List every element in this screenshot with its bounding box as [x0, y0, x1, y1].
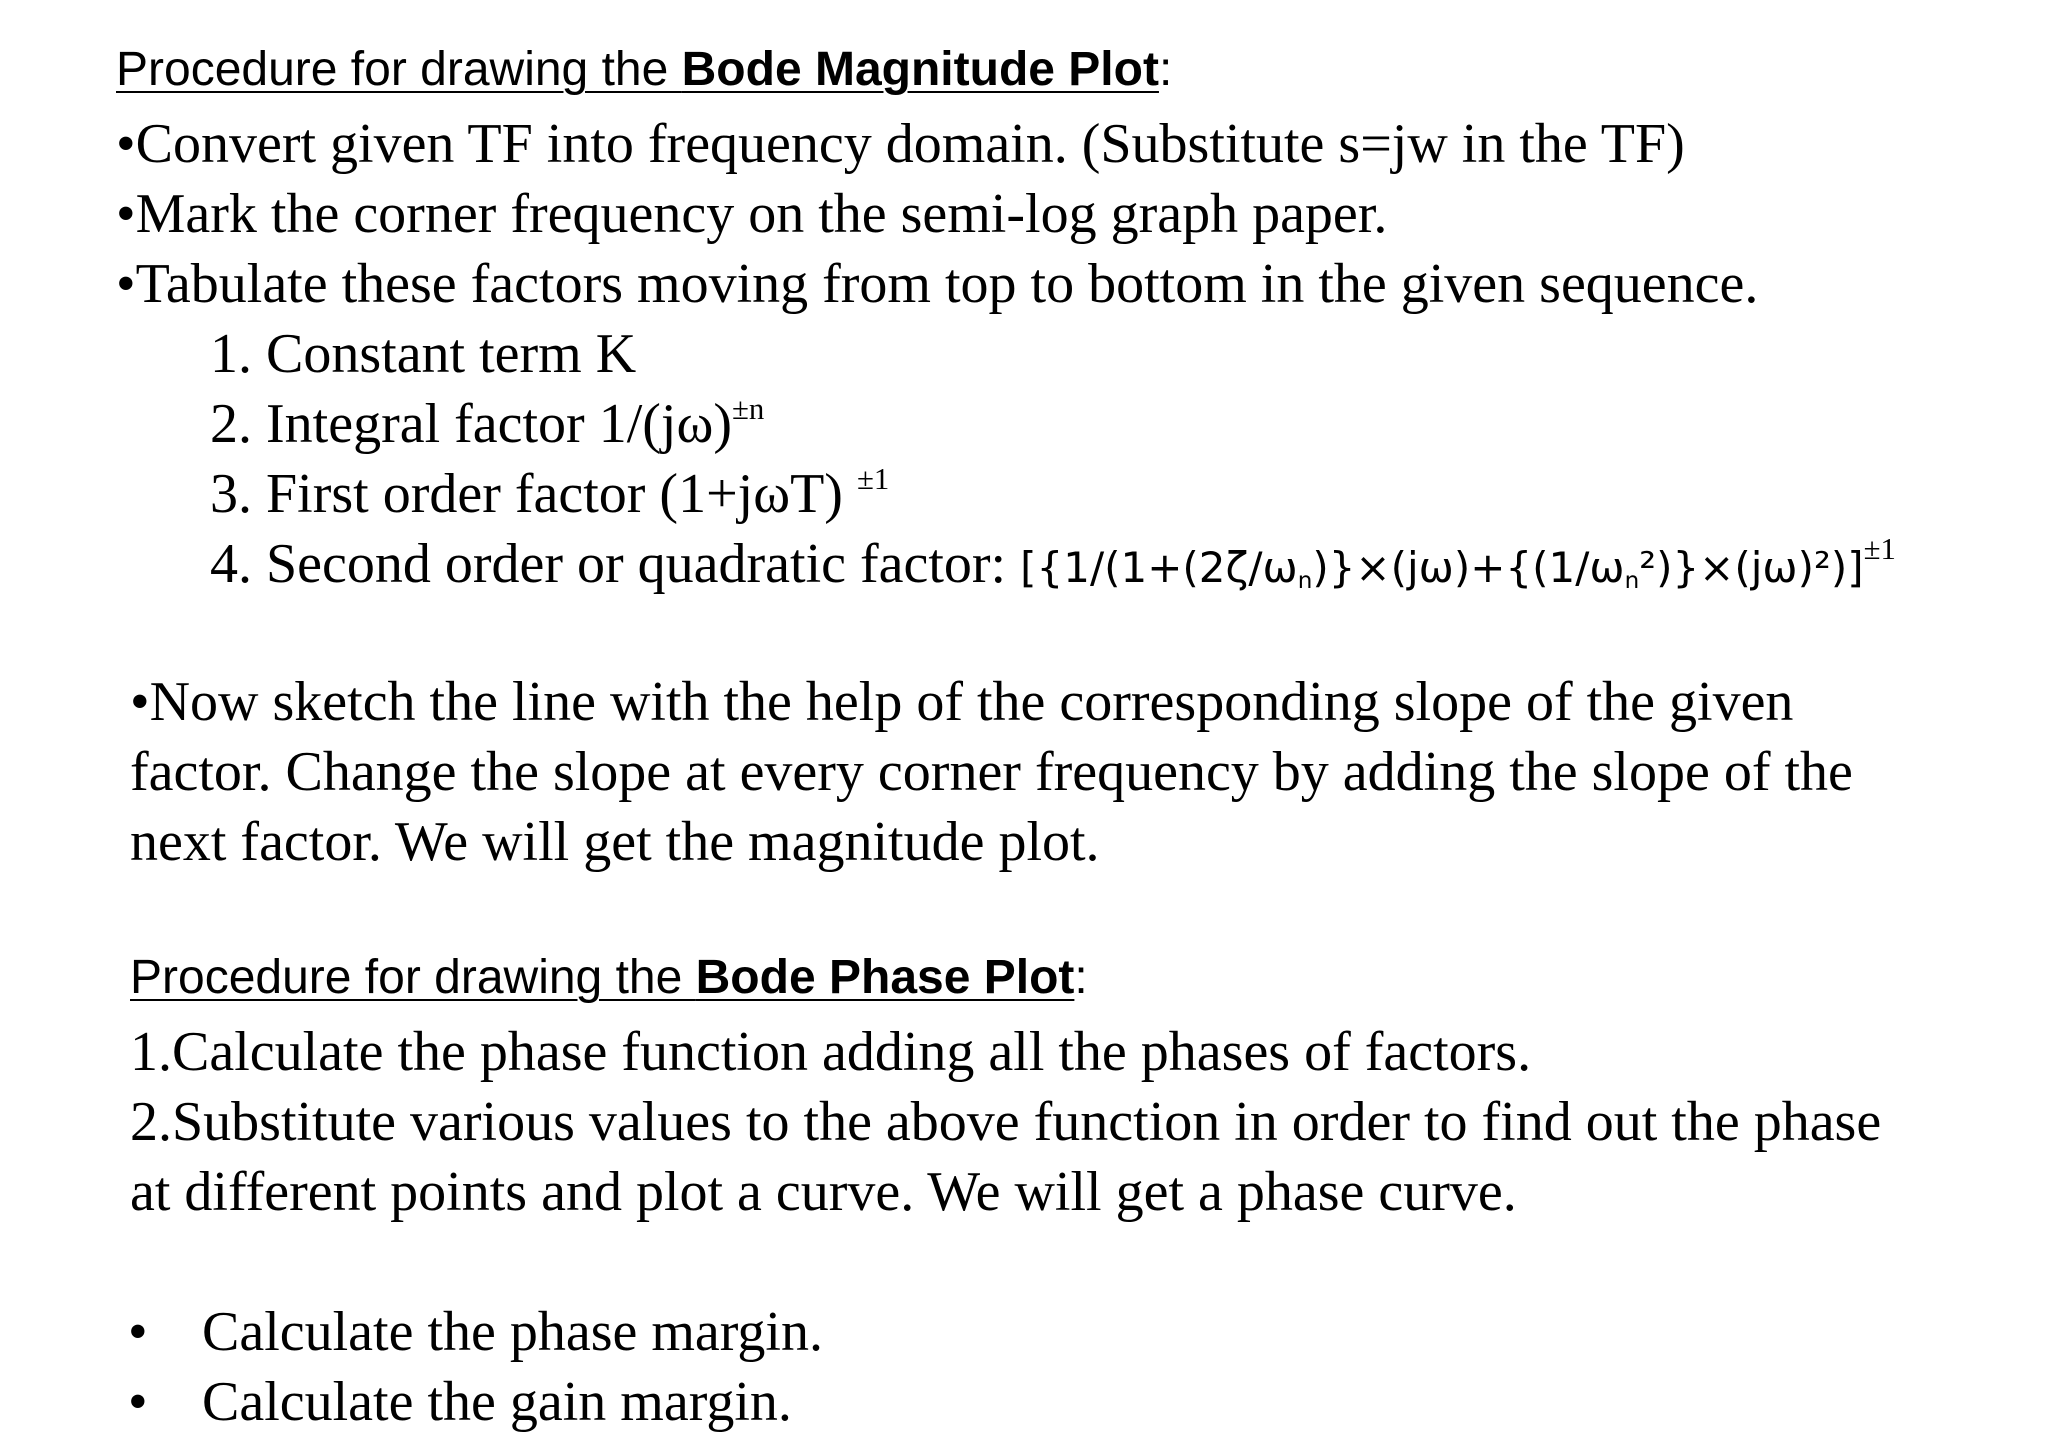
phase-heading-bold: Bode Phase Plot [695, 951, 1075, 1004]
factor-2 [210, 391, 765, 455]
eq-part-a: [{1/(1+(2ζ/ω [1020, 543, 1298, 592]
quadratic-equation [1020, 543, 1863, 592]
phase-heading-colon: : [1074, 951, 1088, 1004]
eq-subscript-n2: n [1624, 567, 1640, 594]
magnitude-bullet-2: •Mark the corner frequency on the semi-log graph paper. [116, 183, 1388, 245]
factor-4 [210, 531, 1896, 595]
sketch-line-3: next factor. We will get the magnitude plot. [130, 811, 1100, 873]
magnitude-heading-prefix: Procedure for drawing the [116, 43, 682, 96]
factor-4-exponent: ±1 [1863, 531, 1896, 566]
phase-step-1: 1.Calculate the phase function adding all the phases of factors. [130, 1021, 1532, 1083]
eq-subscript-n1: n [1297, 567, 1313, 594]
phase-heading [130, 951, 1088, 1004]
magnitude-heading-colon: : [1158, 43, 1173, 96]
margin-bullet-icon-1: • [128, 1301, 148, 1363]
eq-part-b: )}×(jω)+{(1/ω [1312, 543, 1625, 592]
phase-margin-item: Calculate the phase margin. [202, 1301, 823, 1363]
magnitude-bullet-3: •Tabulate these factors moving from top to bottom in the given sequence. [116, 253, 1759, 315]
sketch-line-2: factor. Change the slope at every corner frequency by adding the slope of the [130, 741, 1853, 803]
phase-heading-prefix: Procedure for drawing the [130, 951, 696, 1004]
factor-3-exponent: ±1 [856, 461, 890, 496]
sketch-line-1: •Now sketch the line with the help of the corresponding slope of the given [130, 671, 1794, 733]
factor-2-exponent: ±n [731, 391, 765, 426]
magnitude-bullet-1: •Convert given TF into frequency domain. (Substitute s=jw in the TF) [116, 113, 1685, 175]
magnitude-heading [116, 43, 1173, 96]
phase-step-2: 2.Substitute various values to the above function in order to find out the phase [130, 1091, 1882, 1153]
eq-part-c: ²)}×(jω)²)] [1639, 543, 1864, 592]
phase-step-2-continued: at different points and plot a curve. We will get a phase curve. [130, 1161, 1517, 1223]
factor-3 [210, 461, 890, 525]
factor-2-text: 2. Integral factor 1/(jω) [210, 393, 732, 455]
gain-margin-item: Calculate the gain margin. [202, 1371, 792, 1433]
margin-bullet-icon-2: • [128, 1371, 148, 1433]
factor-4-text: 4. Second order or quadratic factor: [210, 533, 1021, 595]
factor-1: 1. Constant term K [210, 323, 637, 385]
factor-3-text: 3. First order factor (1+jωT) [210, 463, 857, 525]
magnitude-heading-bold: Bode Magnitude Plot [681, 43, 1159, 96]
